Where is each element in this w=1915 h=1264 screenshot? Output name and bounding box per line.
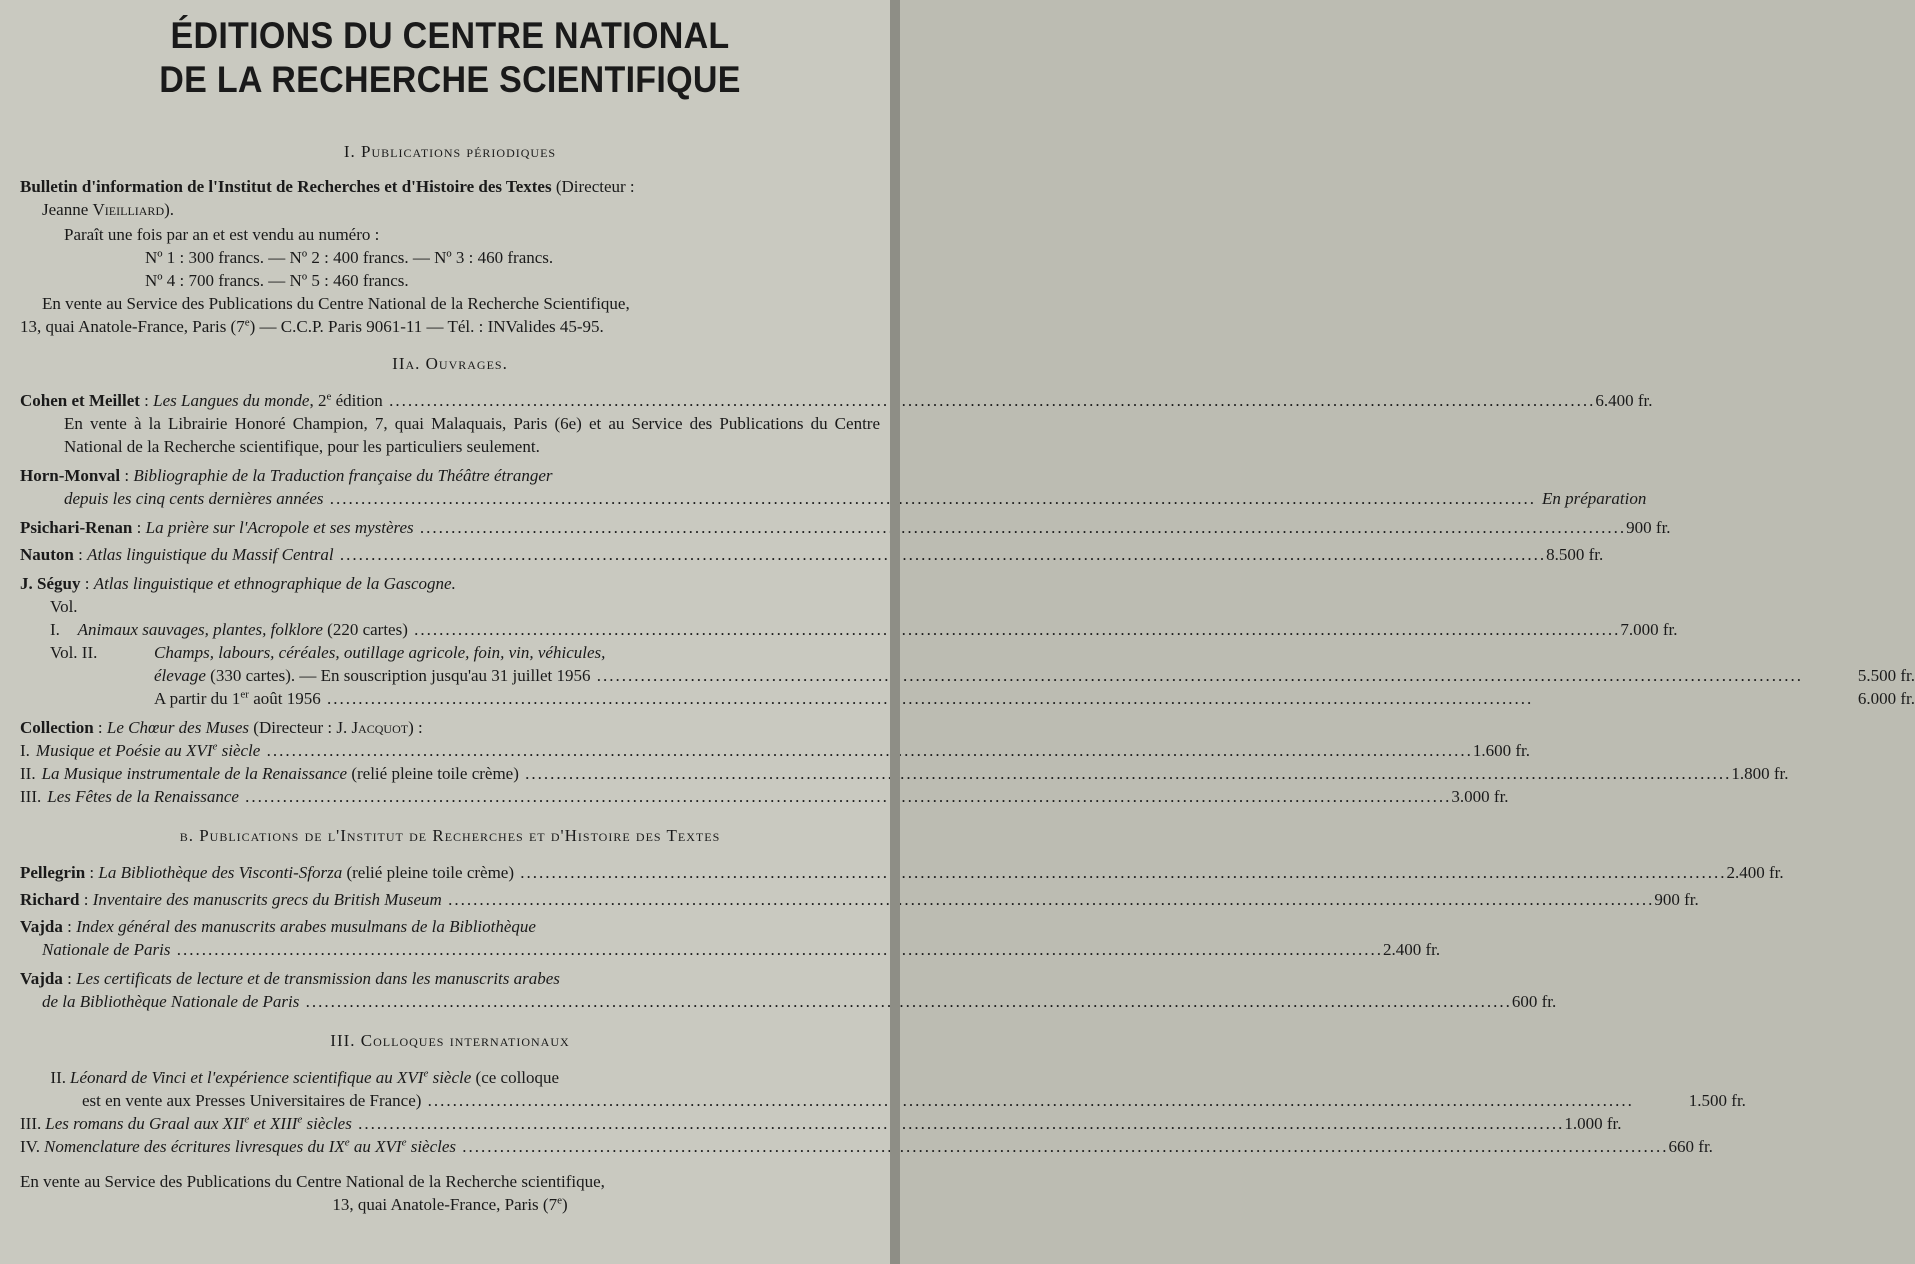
pel-price: 2.400 fr. [1726,863,1784,882]
entry-seguy: J. Séguy : Atlas linguistique et ethnographique de la Gascogne. [20,574,456,593]
bulletin-prices-2: Nº 4 : 700 francs. — Nº 5 : 460 francs. [145,271,409,290]
bulletin-director-name: Vieilliard [92,200,165,219]
va2-author: Vajda [20,969,63,988]
cohen-sup: e [326,390,332,403]
vol2-after-price: 6.000 fr. [1857,689,1915,708]
cohen-price: 6.400 fr. [1595,391,1653,410]
page-title [54,0,845,102]
va2-price: 600 fr. [1511,992,1557,1011]
k3-sup-1: e [244,1113,250,1126]
va1-title-2: Nationale de Paris [42,940,171,959]
entry-pellegrin: Pellegrin : La Bibliothèque des Visconti-Sforza (relié pleine toile crème) ..... 2.400 fr. [20,861,880,884]
vol2-price: 5.500 fr. [1857,666,1915,685]
vol2-label: Vol. II. [50,643,98,662]
vol1-price: 7.000 fr. [1620,620,1678,639]
entry-vajda-2: Vajda : Les certificats de lecture et de transmission dans les manuscrits arabes de la Bibliothèque Nationale de Paris ..... 600 fr. [20,967,880,1013]
cohen-author: Cohen et Meillet [20,391,140,410]
horn-title-2: depuis les cinq cents dernières années [64,489,324,508]
c3-price: 3.000 fr. [1451,787,1509,806]
c2-title: La Musique instrumentale de la Renaissance [41,764,348,783]
c2-num: II. [20,764,36,783]
vol2-title-1: Champs, labours, céréales, outillage agricole, foin, vin, véhicules, [154,643,606,662]
section-ouvrages-heading: IIa. Ouvrages. [392,354,508,373]
k3-price: 1.000 fr. [1564,1114,1622,1133]
k4-end: siècles [406,1137,457,1156]
nauton-title: Atlas linguistique du Massif Central [87,545,334,564]
c1-num: I. [20,741,30,760]
section-periodiques-heading: I. Publications périodiques [343,142,557,161]
k3-sup-2: e [297,1113,303,1126]
section-irht-heading: b. Publications de l'Institut de Recherches et d'Histoire des Textes [179,826,721,845]
bulletin-director-a: (Directeur : [551,177,635,196]
cohen-ed: , 2 [309,391,327,410]
horn-author: Horn-Monval [20,466,121,485]
seguy-vol-1 [20,595,1678,641]
pel-title: La Bibliothèque des Visconti-Sforza [98,863,343,882]
pel-rest: (relié pleine toile crème) [342,863,514,882]
vente-2-sup: e [244,316,250,329]
vol2-after-sup: er [240,688,249,701]
seguy-vol-2 [20,641,1915,710]
coll-item-3 [20,785,1509,808]
bulletin-vente-2 [20,315,880,338]
c1-title2: siècle [217,741,261,760]
coll-item-2 [20,762,1789,785]
k2-price: 1.500 fr. [1688,1091,1746,1110]
k2-rest: (ce colloque [471,1068,560,1087]
bulletin-director-b: Jeanne [42,200,93,219]
vol2-title-2: élevage [154,666,206,685]
k4-sup-1: e [344,1136,350,1149]
coll-dir-name: Jacquot [351,718,409,737]
k2-title: Léonard de Vinci et l'expérience scientifique au XVI [70,1068,424,1087]
k3-end: siècles [302,1114,352,1133]
va1-title-1: Index général des manuscrits arabes musulmans de la Bibliothèque [76,917,536,936]
bulletin-vente-1: En vente au Service des Publications du Centre National de la Recherche Scientifique, [42,294,630,313]
horn-title-1: Bibliographie de la Traduction française du Théâtre étranger [133,466,553,485]
bulletin-prices-1: Nº 1 : 300 francs. — Nº 2 : 400 francs. — Nº 3 : 460 francs. [145,248,554,267]
page-edge [890,0,900,1264]
coll-author: Collection [20,718,94,737]
psichari-author: Psichari-Renan [20,518,133,537]
ric-title: Inventaire des manuscrits grecs du British Museum [92,890,442,909]
c2-rest: (relié pleine toile crème) [347,764,519,783]
vol2-after: A partir du 1 [154,689,241,708]
footer-line-2: 13, quai Anatole-France, Paris (7 [332,1195,558,1214]
nauton-author: Nauton [20,545,74,564]
entry-vajda-1: Vajda : Index général des manuscrits arabes musulmans de la Bibliothèque Nationale de Paris ..... 2.400 fr. [20,915,880,961]
vente-2-text: 13, quai Anatole-France, Paris (7 [20,317,245,336]
coll-title: Le Chœur des Muses [106,718,250,737]
ric-price: 900 fr. [1654,890,1699,909]
pel-author: Pellegrin [20,863,86,882]
c1-price: 1.600 fr. [1472,741,1530,760]
vol1-label: Vol. I. [50,597,78,639]
k4-title: Nomenclature des écritures livresques du IX [44,1137,345,1156]
coll-item-1 [20,739,1530,762]
k3-num: III. [20,1114,42,1133]
k4-sup-2: e [401,1136,407,1149]
title-line-2: DE LA RECHERCHE SCIENTIFIQUE [159,59,741,100]
vol2-rest: (330 cartes). — En souscription jusqu'au 31 juillet 1956 [205,666,591,685]
bulletin-parait: Paraît une fois par an et est vendu au numéro : [64,225,380,244]
vol1-cartes: (220 cartes) [322,620,408,639]
footer-line-2-end: ) [561,1195,568,1214]
footer-vente [20,1170,880,1216]
coll-dir: (Directeur : J. [249,718,352,737]
section-colloques-heading: III. Colloques internationaux [330,1031,570,1050]
colloque-3 [20,1112,1622,1135]
colloque-2 [20,1066,1746,1112]
bulletin-title: Bulletin d'information de l'Institut de Recherches et d'Histoire des Textes [20,177,552,196]
psichari-title: La prière sur l'Acropole et ses mystères [145,518,414,537]
k4-num: IV. [20,1137,40,1156]
entry-nauton: Nauton : Atlas linguistique du Massif Central ..... 8.500 fr. [20,543,880,566]
c3-num: III. [20,787,42,806]
cohen-title: Les Langues du monde [153,391,310,410]
entry-collection: Collection : Le Chœur des Muses (Directeur : J. Jacquot) : [20,718,423,737]
nauton-price: 8.500 fr. [1546,545,1604,564]
cohen-note: En vente à la Librairie Honoré Champion, 7, quai Malaquais, Paris (6e) et au Service des Publications du Centre National de la Recherche scientifique, pour les particuliers seulement. [64,414,880,456]
entry-horn: Horn-Monval : Bibliographie de la Traduction française du Théâtre étranger depuis les cinq cents dernières années ..... En préparation [20,464,880,510]
colloque-4 [20,1135,1713,1158]
vente-2-end: ) — C.C.P. Paris 9061-11 — Tél. : INValides 45-95. [249,317,604,336]
c2-price: 1.800 fr. [1731,764,1789,783]
footer-line-1: En vente au Service des Publications du Centre National de la Recherche scientifique, [20,1172,605,1191]
entry-cohen: Cohen et Meillet : Les Langues du monde, 2e édition ..... 6.400 fr. [20,389,880,412]
k2-title2: siècle [428,1068,472,1087]
va2-title-2: de la Bibliothèque Nationale de Paris [42,992,300,1011]
va1-price: 2.400 fr. [1382,940,1441,959]
k3-title: Les romans du Graal aux XII [45,1114,245,1133]
entry-psichari: Psichari-Renan : La prière sur l'Acropole et ses mystères ..... 900 fr. [20,516,880,539]
bulletin-director-c: ). [164,200,175,219]
va2-title-1: Les certificats de lecture et de transmission dans les manuscrits arabes [76,969,560,988]
k2-num: II. [50,1068,66,1087]
k2-sup: e [423,1067,429,1080]
entry-richard: Richard : Inventaire des manuscrits grecs du British Museum ..... 900 fr. [20,888,880,911]
c1-title: Musique et Poésie au XVI [35,741,213,760]
ric-author: Richard [20,890,80,909]
k2-line-2: est en vente aux Presses Universitaires de France) [82,1091,422,1110]
c3-title: Les Fêtes de la Renaissance [47,787,239,806]
k4-price: 660 fr. [1668,1137,1713,1156]
seguy-author: J. Séguy [20,574,81,593]
vol1-title: Animaux sauvages, plantes, folklore [77,620,323,639]
horn-status: En préparation [1542,489,1647,508]
footer-line-2-sup: e [557,1194,562,1207]
cohen-ed2: édition [331,391,383,410]
c1-sup: e [212,740,218,753]
k4-mid: au XVI [349,1137,402,1156]
vol2-after-end: août 1956 [248,689,321,708]
title-line-1: ÉDITIONS DU CENTRE NATIONAL [170,15,730,56]
va1-author: Vajda [20,917,63,936]
psichari-price: 900 fr. [1626,518,1671,537]
coll-dir-end: ) : [408,718,423,737]
bulletin-entry [20,175,880,221]
seguy-title: Atlas linguistique et ethnographique de la Gascogne. [93,574,456,593]
k3-mid: et XIII [249,1114,298,1133]
